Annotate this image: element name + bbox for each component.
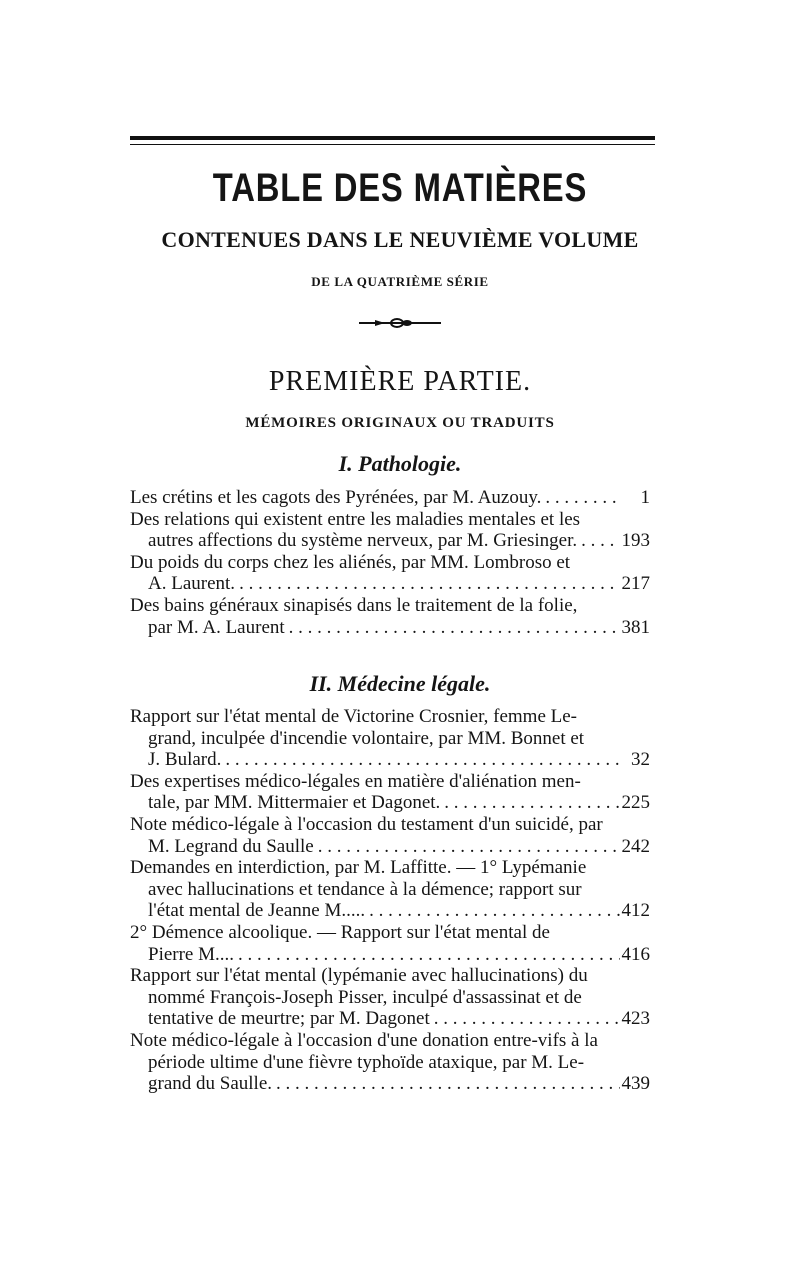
ornament-divider (355, 316, 445, 330)
leader-dots (234, 944, 620, 966)
entry-line: grand, inculpée d'incendie volontaire, par MM. Bonnet et (148, 727, 585, 749)
page-number: 423 (621, 1008, 650, 1030)
entry-line: par M. A. Laurent (148, 616, 285, 638)
leader-dots (285, 617, 620, 639)
leader-dots (430, 1008, 620, 1030)
entry-line: l'état mental de Jeanne M..... (148, 900, 366, 922)
page-number: 381 (621, 616, 650, 638)
entry-line: autres affections du système nerveux, par M. Griesinger. (148, 530, 578, 552)
toc-entry[interactable] (130, 922, 650, 965)
leader-dots (221, 749, 620, 771)
page-number: 1 (640, 487, 650, 508)
toc-entry[interactable] (130, 552, 650, 595)
entry-line: Pierre M.... (148, 943, 235, 965)
section-title-medecine-legale: II. Médecine légale. (309, 671, 491, 696)
entry-line: 2° Démence alcoolique. — Rapport sur l'état mental de (130, 921, 550, 943)
entry-line: période ultime d'une fièvre typhoïde ataxique, par M. Le- (148, 1051, 585, 1073)
page-title: TABLE DES MATIÈRES (212, 166, 588, 210)
leader-dots (365, 900, 620, 922)
toc-entry[interactable] (130, 509, 650, 552)
toc-entry[interactable] (130, 1030, 650, 1095)
page-subtitle: CONTENUES DANS LE NEUVIÈME VOLUME (161, 227, 639, 252)
leader-dots (235, 573, 620, 595)
entry-line: Rapport sur l'état mental de Victorine Crosnier, femme Le- (130, 706, 578, 727)
section-entries-medecine-legale (130, 706, 650, 1095)
section-entries-pathologie (130, 487, 650, 638)
series-line: DE LA QUATRIÈME SÉRIE (311, 274, 489, 289)
entry-line: tentative de meurtre; par M. Dagonet (148, 1008, 430, 1030)
entry-line: Des expertises médico-légales en matière d'aliénation men- (130, 770, 581, 792)
toc-entry[interactable] (130, 965, 650, 1030)
page-number: 416 (621, 943, 650, 965)
entry-line: Les crétins et les cagots des Pyrénées, par M. Auzouy. (130, 487, 542, 508)
entry-line: Note médico-légale à l'occasion du testament d'un suicidé, par (130, 813, 603, 835)
entry-line: nommé François-Joseph Pisser, inculpé d'assassinat et de (148, 986, 582, 1008)
page-number: 439 (621, 1073, 650, 1095)
entry-line: M. Legrand du Saulle (148, 835, 314, 857)
page-number: 412 (621, 900, 650, 922)
entry-line: Demandes en interdiction, par M. Laffitte. — 1° Lypémanie (130, 857, 587, 879)
entry-line: Du poids du corps chez les aliénés, par MM. Lombroso et (130, 551, 571, 573)
page-number: 217 (621, 573, 650, 595)
leader-dots (314, 836, 620, 858)
top-rule-thick (130, 136, 655, 140)
entry-line: Des bains généraux sinapisés dans le traitement de la folie, (130, 594, 578, 616)
entry-line: avec hallucinations et tendance à la démence; rapport sur (148, 878, 582, 900)
toc-entry[interactable] (130, 857, 650, 922)
entry-line: Note médico-légale à l'occasion d'une donation entre-vifs à la (130, 1029, 598, 1051)
page-number: 225 (621, 792, 650, 814)
leader-dots (541, 487, 620, 509)
entry-line: A. Laurent. (148, 573, 236, 595)
toc-entry[interactable] (130, 487, 650, 509)
toc-entry[interactable] (130, 595, 650, 638)
toc-entry[interactable] (130, 771, 650, 814)
page-number: 193 (621, 530, 650, 552)
entry-line: tale, par MM. Mittermaier et Dagonet. (148, 792, 441, 814)
entry-line: J. Bulard. (148, 749, 222, 771)
entry-line: Rapport sur l'état mental (lypémanie avec hallucinations) du (130, 965, 588, 987)
leader-dots (577, 530, 620, 552)
leader-dots (272, 1073, 620, 1095)
page-number: 242 (621, 835, 650, 857)
part-subtitle: MÉMOIRES ORIGINAUX OU TRADUITS (245, 415, 555, 431)
part-title: PREMIÈRE PARTIE. (268, 366, 532, 397)
page-number: 32 (631, 749, 650, 771)
entry-line: Des relations qui existent entre les maladies mentales et les (130, 508, 581, 530)
entry-line: grand du Saulle. (148, 1073, 273, 1095)
section-title-pathologie: I. Pathologie. (338, 451, 462, 476)
toc-entry[interactable] (130, 706, 650, 771)
top-rule-thin (130, 144, 655, 145)
leader-dots (440, 792, 620, 814)
toc-entry[interactable] (130, 814, 650, 857)
